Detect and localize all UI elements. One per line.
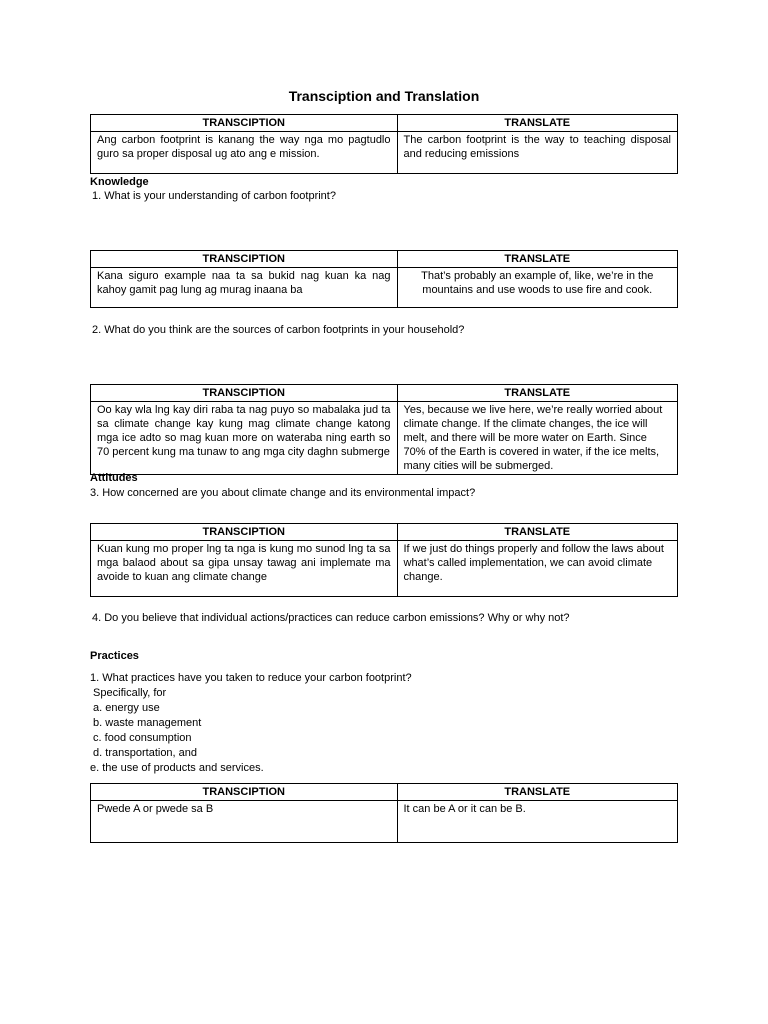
translation-cell: Yes, because we live here, we’re really worried about climate change. If the climate changes, the ice will melt, and there will be more water on Earth. Since 70% of the Earth is covered in water, if the ice melts, many cities will be submerged. (397, 402, 678, 475)
list-item: d. transportation, and (90, 747, 198, 759)
transcription-table-2 (90, 250, 678, 308)
transcription-cell: Ang carbon footprint is kanang the way nga mo pagtudlo guro sa proper disposal ug ato ang e mission. (91, 132, 398, 174)
col-header-transcription: TRANSCIPTION (91, 784, 398, 801)
section-heading-practices: Practices (90, 650, 139, 662)
col-header-transcription: TRANSCIPTION (91, 251, 398, 268)
question-3: 3. How concerned are you about climate change and its environmental impact? (90, 487, 476, 499)
transcription-cell: Kuan kung mo proper lng ta nga is kung mo sunod lng ta sa mga balaod about sa gipa unsay tawag ani implemate ma avoide to kuan ang climate change (91, 541, 398, 597)
transcription-table-3 (90, 384, 678, 475)
transcription-table-5 (90, 783, 678, 843)
transcription-table-1 (90, 114, 678, 174)
col-header-transcription: TRANSCIPTION (91, 385, 398, 402)
document-title: Transciption and Translation (288, 88, 480, 104)
practice-list (90, 686, 264, 776)
question-4: 4. Do you believe that individual actions/practices can reduce carbon emissions? Why or why not? (92, 612, 570, 624)
translation-cell: That’s probably an example of, like, we’re in the mountains and use woods to use fire and cook. (397, 268, 678, 308)
col-header-transcription: TRANSCIPTION (91, 524, 398, 541)
list-item: c. food consumption (90, 732, 192, 744)
col-header-transcription: TRANSCIPTION (91, 115, 398, 132)
transcription-cell: Pwede A or pwede sa B (91, 801, 398, 843)
list-item: b. waste management (90, 717, 202, 729)
translation-cell: If we just do things properly and follow the laws about what’s called implementation, we can avoid climate change. (397, 541, 678, 597)
list-item: e. the use of products and services. (90, 762, 264, 774)
section-heading-knowledge: Knowledge (90, 176, 149, 188)
list-item: a. energy use (90, 702, 160, 714)
translation-cell: It can be A or it can be B. (397, 801, 678, 843)
transcription-cell: Oo kay wla lng kay diri raba ta nag puyo so mabalaka jud ta sa climate change kay kung mag climate change katong mga ice adto so mag kuan more on wateraba ning earth so 70 percent kung ma tunaw to ang mga city daghn submerge (91, 402, 398, 475)
transcription-cell: Kana siguro example naa ta sa bukid nag kuan ka nag kahoy gamit pag lung ag murag inaana ba (91, 268, 398, 308)
col-header-translate: TRANSLATE (397, 385, 678, 402)
question-1: 1. What is your understanding of carbon footprint? (92, 190, 336, 202)
col-header-translate: TRANSLATE (397, 784, 678, 801)
section-heading-attitudes: Attitudes (90, 472, 138, 484)
col-header-translate: TRANSLATE (397, 251, 678, 268)
col-header-translate: TRANSLATE (397, 524, 678, 541)
question-2: 2. What do you think are the sources of carbon footprints in your household? (92, 324, 465, 336)
list-item: Specifically, for (90, 687, 167, 699)
transcription-table-4 (90, 523, 678, 597)
practice-question-1: 1. What practices have you taken to reduce your carbon footprint? (90, 672, 412, 684)
col-header-translate: TRANSLATE (397, 115, 678, 132)
translation-cell: The carbon footprint is the way to teaching disposal and reducing emissions (397, 132, 678, 174)
